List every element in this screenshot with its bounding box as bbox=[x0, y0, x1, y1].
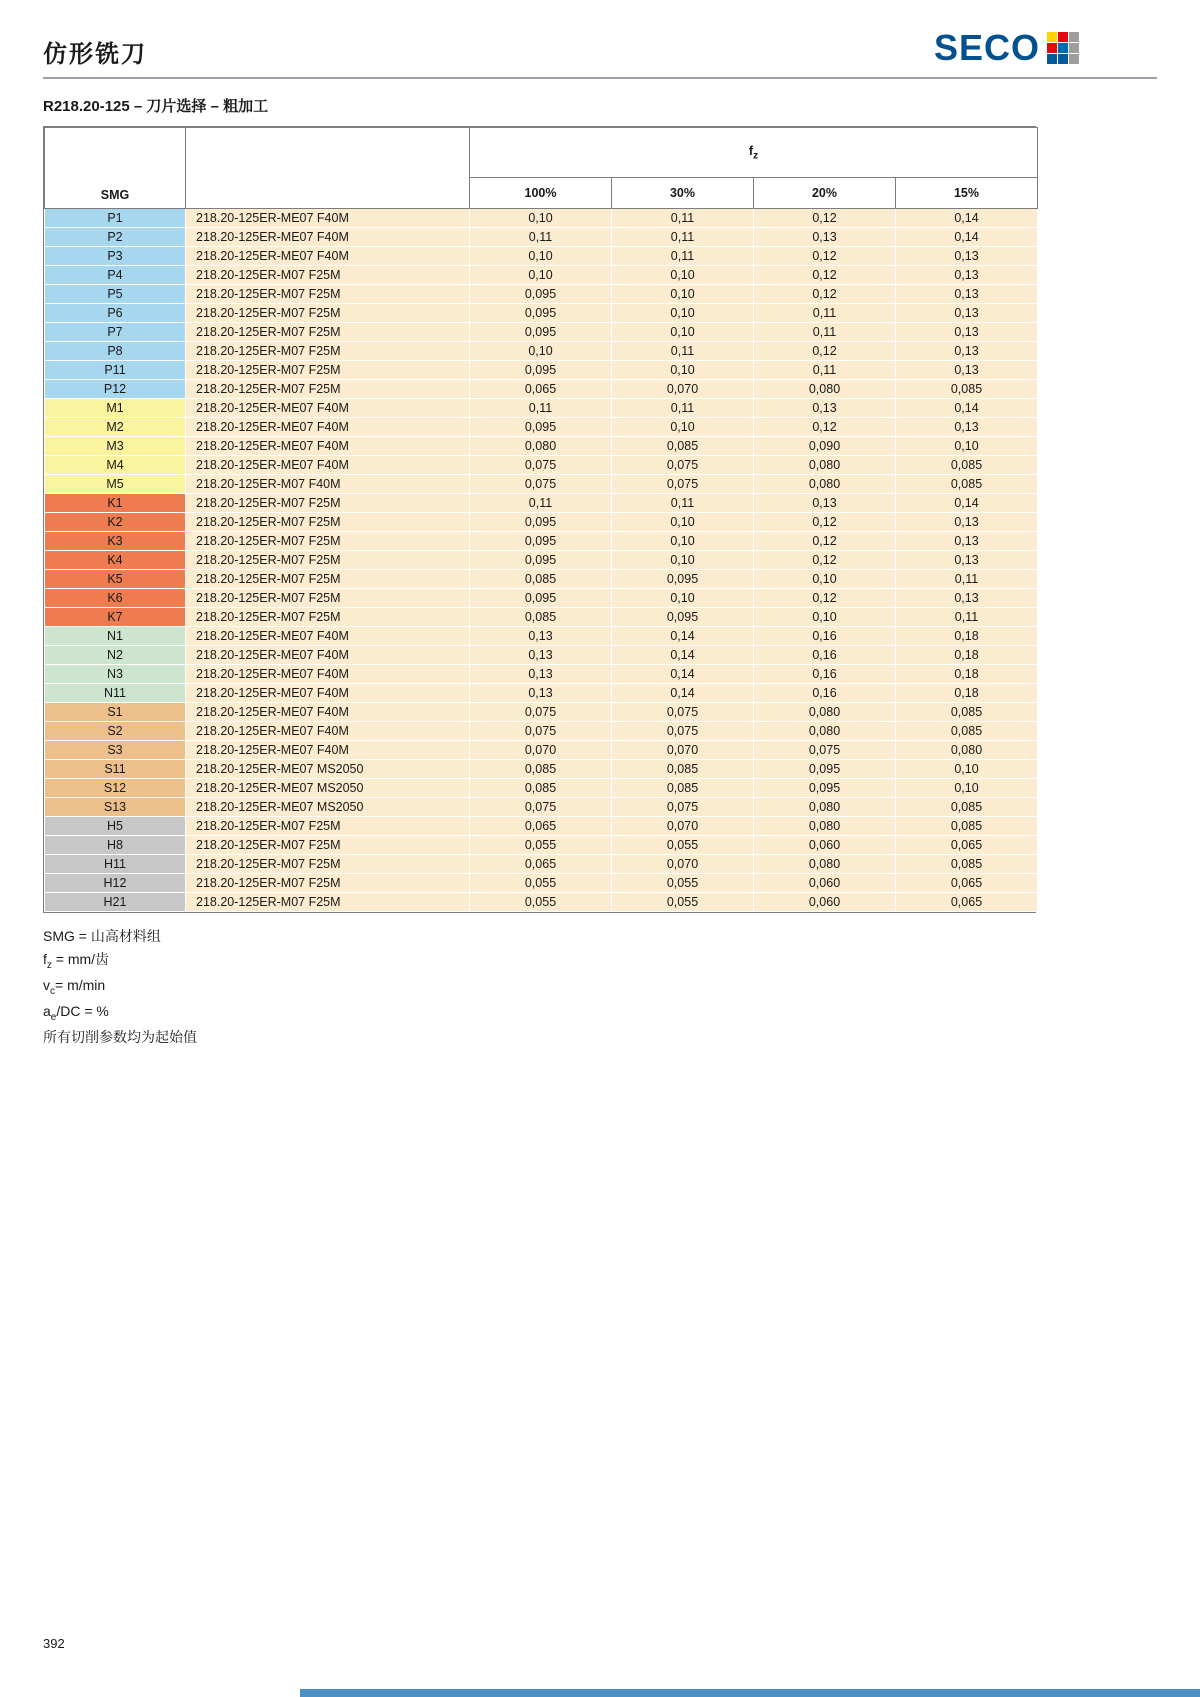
value-cell: 0,075 bbox=[470, 703, 612, 722]
footnote-line: SMG = 山高材料组 bbox=[43, 928, 161, 944]
logo-square bbox=[1058, 32, 1068, 42]
value-cell: 0,13 bbox=[896, 418, 1038, 437]
insert-selection-table-wrap bbox=[43, 126, 1036, 913]
value-cell: 0,13 bbox=[896, 304, 1038, 323]
logo-square bbox=[1069, 32, 1079, 42]
value-cell: 0,065 bbox=[896, 836, 1038, 855]
table-row bbox=[45, 798, 1038, 817]
smg-cell: H12 bbox=[45, 874, 186, 893]
value-cell: 0,075 bbox=[470, 475, 612, 494]
value-cell: 0,11 bbox=[754, 323, 896, 342]
insert-cell: 218.20-125ER-M07 F25M bbox=[186, 361, 470, 380]
value-cell: 0,065 bbox=[896, 893, 1038, 912]
table-row bbox=[45, 779, 1038, 798]
value-cell: 0,080 bbox=[754, 855, 896, 874]
table-row bbox=[45, 703, 1038, 722]
value-cell: 0,11 bbox=[470, 399, 612, 418]
value-cell: 0,095 bbox=[470, 532, 612, 551]
table-body bbox=[45, 209, 1038, 912]
insert-cell: 218.20-125ER-M07 F25M bbox=[186, 342, 470, 361]
table-row bbox=[45, 247, 1038, 266]
bottom-accent-bar bbox=[300, 1689, 1200, 1697]
smg-cell: N11 bbox=[45, 684, 186, 703]
smg-cell: K3 bbox=[45, 532, 186, 551]
value-cell: 0,14 bbox=[612, 627, 754, 646]
value-cell: 0,085 bbox=[470, 760, 612, 779]
insert-cell: 218.20-125ER-ME07 F40M bbox=[186, 703, 470, 722]
value-cell: 0,075 bbox=[612, 722, 754, 741]
value-cell: 0,12 bbox=[754, 342, 896, 361]
value-cell: 0,10 bbox=[612, 532, 754, 551]
smg-cell: S2 bbox=[45, 722, 186, 741]
value-cell: 0,085 bbox=[470, 779, 612, 798]
table-row bbox=[45, 304, 1038, 323]
smg-cell: S11 bbox=[45, 760, 186, 779]
value-cell: 0,10 bbox=[470, 342, 612, 361]
value-cell: 0,055 bbox=[470, 874, 612, 893]
seco-logo-mark bbox=[1047, 32, 1079, 64]
table-row bbox=[45, 266, 1038, 285]
value-cell: 0,085 bbox=[470, 608, 612, 627]
value-cell: 0,10 bbox=[896, 437, 1038, 456]
insert-cell: 218.20-125ER-M07 F25M bbox=[186, 266, 470, 285]
percent-header-100: 100% bbox=[470, 177, 612, 208]
value-cell: 0,060 bbox=[754, 893, 896, 912]
value-cell: 0,11 bbox=[612, 342, 754, 361]
value-cell: 0,12 bbox=[754, 285, 896, 304]
insert-cell: 218.20-125ER-ME07 F40M bbox=[186, 418, 470, 437]
value-cell: 0,16 bbox=[754, 665, 896, 684]
value-cell: 0,11 bbox=[470, 228, 612, 247]
value-cell: 0,095 bbox=[470, 551, 612, 570]
table-row bbox=[45, 228, 1038, 247]
insert-cell: 218.20-125ER-M07 F25M bbox=[186, 570, 470, 589]
value-cell: 0,085 bbox=[612, 760, 754, 779]
value-cell: 0,13 bbox=[896, 551, 1038, 570]
value-cell: 0,10 bbox=[612, 304, 754, 323]
insert-cell: 218.20-125ER-ME07 F40M bbox=[186, 209, 470, 228]
insert-cell: 218.20-125ER-M07 F40M bbox=[186, 475, 470, 494]
smg-cell: N2 bbox=[45, 646, 186, 665]
value-cell: 0,075 bbox=[470, 722, 612, 741]
insert-cell: 218.20-125ER-ME07 F40M bbox=[186, 627, 470, 646]
insert-cell: 218.20-125ER-M07 F25M bbox=[186, 874, 470, 893]
value-cell: 0,10 bbox=[612, 285, 754, 304]
value-cell: 0,11 bbox=[896, 608, 1038, 627]
value-cell: 0,13 bbox=[470, 684, 612, 703]
value-cell: 0,055 bbox=[612, 893, 754, 912]
table-row bbox=[45, 532, 1038, 551]
value-cell: 0,10 bbox=[612, 589, 754, 608]
table-row bbox=[45, 551, 1038, 570]
table-row bbox=[45, 456, 1038, 475]
value-cell: 0,11 bbox=[612, 247, 754, 266]
value-cell: 0,14 bbox=[896, 494, 1038, 513]
table-row bbox=[45, 513, 1038, 532]
insert-cell: 218.20-125ER-M07 F25M bbox=[186, 285, 470, 304]
smg-cell: P6 bbox=[45, 304, 186, 323]
footnotes bbox=[43, 925, 1200, 1048]
table-row bbox=[45, 399, 1038, 418]
value-cell: 0,085 bbox=[896, 380, 1038, 399]
value-cell: 0,075 bbox=[612, 475, 754, 494]
smg-cell: S12 bbox=[45, 779, 186, 798]
insert-cell: 218.20-125ER-ME07 F40M bbox=[186, 722, 470, 741]
percent-header-15: 15% bbox=[896, 177, 1038, 208]
value-cell: 0,16 bbox=[754, 684, 896, 703]
smg-column-header: SMG bbox=[45, 128, 186, 209]
value-cell: 0,12 bbox=[754, 532, 896, 551]
value-cell: 0,10 bbox=[612, 361, 754, 380]
value-cell: 0,095 bbox=[470, 589, 612, 608]
insert-cell: 218.20-125ER-ME07 F40M bbox=[186, 646, 470, 665]
insert-cell: 218.20-125ER-ME07 F40M bbox=[186, 741, 470, 760]
value-cell: 0,095 bbox=[470, 304, 612, 323]
smg-cell: M4 bbox=[45, 456, 186, 475]
value-cell: 0,10 bbox=[470, 247, 612, 266]
page-header bbox=[43, 27, 1157, 69]
value-cell: 0,085 bbox=[896, 855, 1038, 874]
smg-cell: M1 bbox=[45, 399, 186, 418]
value-cell: 0,13 bbox=[896, 266, 1038, 285]
value-cell: 0,12 bbox=[754, 209, 896, 228]
value-cell: 0,085 bbox=[612, 779, 754, 798]
table-row bbox=[45, 342, 1038, 361]
value-cell: 0,14 bbox=[896, 209, 1038, 228]
value-cell: 0,080 bbox=[754, 817, 896, 836]
value-cell: 0,13 bbox=[896, 323, 1038, 342]
value-cell: 0,080 bbox=[470, 437, 612, 456]
value-cell: 0,065 bbox=[470, 380, 612, 399]
smg-cell: S3 bbox=[45, 741, 186, 760]
smg-cell: P3 bbox=[45, 247, 186, 266]
value-cell: 0,11 bbox=[612, 228, 754, 247]
smg-cell: H5 bbox=[45, 817, 186, 836]
value-cell: 0,080 bbox=[754, 475, 896, 494]
value-cell: 0,12 bbox=[754, 513, 896, 532]
table-row bbox=[45, 570, 1038, 589]
value-cell: 0,14 bbox=[612, 646, 754, 665]
smg-cell: K6 bbox=[45, 589, 186, 608]
footnote-line: $v_c= m/\min$ bbox=[43, 976, 106, 997]
smg-cell: K4 bbox=[45, 551, 186, 570]
insert-cell: 218.20-125ER-M07 F25M bbox=[186, 817, 470, 836]
table-row bbox=[45, 437, 1038, 456]
value-cell: 0,13 bbox=[470, 627, 612, 646]
value-cell: 0,10 bbox=[470, 209, 612, 228]
value-cell: 0,10 bbox=[896, 779, 1038, 798]
insert-cell: 218.20-125ER-ME07 F40M bbox=[186, 247, 470, 266]
table-row bbox=[45, 893, 1038, 912]
insert-cell: 218.20-125ER-ME07 F40M bbox=[186, 665, 470, 684]
insert-cell: 218.20-125ER-M07 F25M bbox=[186, 836, 470, 855]
footnote-line: 所有切削参数均为起始值 bbox=[43, 1028, 197, 1045]
insert-cell: 218.20-125ER-M07 F25M bbox=[186, 494, 470, 513]
value-cell: 0,080 bbox=[754, 798, 896, 817]
smg-cell: K5 bbox=[45, 570, 186, 589]
value-cell: 0,13 bbox=[896, 361, 1038, 380]
smg-cell: P12 bbox=[45, 380, 186, 399]
value-cell: 0,13 bbox=[896, 589, 1038, 608]
value-cell: 0,095 bbox=[470, 361, 612, 380]
table-header bbox=[45, 128, 1038, 209]
insert-cell: 218.20-125ER-M07 F25M bbox=[186, 589, 470, 608]
value-cell: 0,12 bbox=[754, 551, 896, 570]
value-cell: 0,090 bbox=[754, 437, 896, 456]
table-row bbox=[45, 722, 1038, 741]
value-cell: 0,065 bbox=[896, 874, 1038, 893]
value-cell: 0,060 bbox=[754, 836, 896, 855]
fz-header: $f_z$ bbox=[470, 128, 1038, 178]
value-cell: 0,12 bbox=[754, 247, 896, 266]
logo-square bbox=[1069, 43, 1079, 53]
value-cell: 0,060 bbox=[754, 874, 896, 893]
value-cell: 0,14 bbox=[896, 228, 1038, 247]
value-cell: 0,10 bbox=[612, 418, 754, 437]
table-row bbox=[45, 494, 1038, 513]
value-cell: 0,13 bbox=[470, 665, 612, 684]
value-cell: 0,16 bbox=[754, 627, 896, 646]
insert-cell: 218.20-125ER-ME07 F40M bbox=[186, 399, 470, 418]
value-cell: 0,075 bbox=[612, 798, 754, 817]
value-cell: 0,095 bbox=[470, 513, 612, 532]
value-cell: 0,085 bbox=[896, 798, 1038, 817]
value-cell: 0,075 bbox=[470, 798, 612, 817]
table-row bbox=[45, 684, 1038, 703]
table-row bbox=[45, 874, 1038, 893]
smg-cell: P11 bbox=[45, 361, 186, 380]
value-cell: 0,085 bbox=[470, 570, 612, 589]
smg-cell: S1 bbox=[45, 703, 186, 722]
value-cell: 0,18 bbox=[896, 627, 1038, 646]
value-cell: 0,13 bbox=[896, 285, 1038, 304]
table-row bbox=[45, 836, 1038, 855]
value-cell: 0,12 bbox=[754, 589, 896, 608]
seco-logo bbox=[933, 27, 1157, 68]
smg-cell: M2 bbox=[45, 418, 186, 437]
value-cell: 0,055 bbox=[470, 893, 612, 912]
value-cell: 0,10 bbox=[754, 570, 896, 589]
value-cell: 0,095 bbox=[470, 285, 612, 304]
smg-cell: H21 bbox=[45, 893, 186, 912]
insert-cell: 218.20-125ER-M07 F25M bbox=[186, 608, 470, 627]
table-row bbox=[45, 855, 1038, 874]
table-row bbox=[45, 589, 1038, 608]
value-cell: 0,080 bbox=[754, 456, 896, 475]
insert-selection-table bbox=[44, 127, 1038, 912]
smg-cell: M3 bbox=[45, 437, 186, 456]
insert-cell: 218.20-125ER-M07 F25M bbox=[186, 551, 470, 570]
value-cell: 0,095 bbox=[612, 608, 754, 627]
table-row bbox=[45, 665, 1038, 684]
value-cell: 0,10 bbox=[612, 513, 754, 532]
value-cell: 0,075 bbox=[612, 703, 754, 722]
value-cell: 0,080 bbox=[754, 380, 896, 399]
logo-square bbox=[1047, 32, 1057, 42]
value-cell: 0,10 bbox=[470, 266, 612, 285]
value-cell: 0,065 bbox=[470, 855, 612, 874]
value-cell: 0,085 bbox=[896, 817, 1038, 836]
table-row bbox=[45, 361, 1038, 380]
value-cell: 0,095 bbox=[470, 418, 612, 437]
value-cell: 0,11 bbox=[896, 570, 1038, 589]
value-cell: 0,18 bbox=[896, 646, 1038, 665]
logo-square bbox=[1047, 43, 1057, 53]
insert-cell: 218.20-125ER-ME07 F40M bbox=[186, 684, 470, 703]
value-cell: 0,085 bbox=[896, 703, 1038, 722]
page-title: 仿形铣刀 bbox=[43, 39, 147, 68]
table-row bbox=[45, 646, 1038, 665]
value-cell: 0,10 bbox=[754, 608, 896, 627]
value-cell: 0,11 bbox=[612, 209, 754, 228]
value-cell: 0,095 bbox=[754, 760, 896, 779]
insert-cell: 218.20-125ER-ME07 F40M bbox=[186, 456, 470, 475]
smg-cell: M5 bbox=[45, 475, 186, 494]
table-row bbox=[45, 209, 1038, 228]
table-row bbox=[45, 817, 1038, 836]
insert-cell: 218.20-125ER-ME07 F40M bbox=[186, 437, 470, 456]
value-cell: 0,070 bbox=[612, 817, 754, 836]
value-cell: 0,18 bbox=[896, 684, 1038, 703]
insert-cell: 218.20-125ER-ME07 MS2050 bbox=[186, 760, 470, 779]
value-cell: 0,13 bbox=[896, 342, 1038, 361]
value-cell: 0,10 bbox=[896, 760, 1038, 779]
value-cell: 0,075 bbox=[470, 456, 612, 475]
value-cell: 0,070 bbox=[612, 380, 754, 399]
smg-cell: N1 bbox=[45, 627, 186, 646]
percent-header-30: 30% bbox=[612, 177, 754, 208]
value-cell: 0,12 bbox=[754, 266, 896, 285]
value-cell: 0,11 bbox=[754, 304, 896, 323]
value-cell: 0,095 bbox=[470, 323, 612, 342]
value-cell: 0,075 bbox=[612, 456, 754, 475]
value-cell: 0,18 bbox=[896, 665, 1038, 684]
value-cell: 0,11 bbox=[470, 494, 612, 513]
logo-square bbox=[1047, 54, 1057, 64]
smg-cell: P4 bbox=[45, 266, 186, 285]
smg-cell: P8 bbox=[45, 342, 186, 361]
insert-cell: 218.20-125ER-ME07 MS2050 bbox=[186, 798, 470, 817]
insert-cell: 218.20-125ER-ME07 MS2050 bbox=[186, 779, 470, 798]
value-cell: 0,10 bbox=[612, 266, 754, 285]
value-cell: 0,14 bbox=[612, 684, 754, 703]
table-row bbox=[45, 475, 1038, 494]
value-cell: 0,13 bbox=[754, 228, 896, 247]
insert-cell: 218.20-125ER-M07 F25M bbox=[186, 380, 470, 399]
value-cell: 0,10 bbox=[612, 551, 754, 570]
insert-cell: 218.20-125ER-M07 F25M bbox=[186, 304, 470, 323]
logo-square bbox=[1069, 54, 1079, 64]
footnote-line: $f_z = mm/$齿 bbox=[43, 950, 110, 971]
value-cell: 0,070 bbox=[470, 741, 612, 760]
table-row bbox=[45, 285, 1038, 304]
smg-cell: K7 bbox=[45, 608, 186, 627]
value-cell: 0,085 bbox=[896, 722, 1038, 741]
footnote-line: $a_e/DC$ = % bbox=[43, 1002, 109, 1023]
value-cell: 0,14 bbox=[612, 665, 754, 684]
smg-cell: H11 bbox=[45, 855, 186, 874]
value-cell: 0,085 bbox=[896, 475, 1038, 494]
value-cell: 0,075 bbox=[754, 741, 896, 760]
table-row bbox=[45, 380, 1038, 399]
value-cell: 0,055 bbox=[612, 874, 754, 893]
smg-cell: P7 bbox=[45, 323, 186, 342]
value-cell: 0,080 bbox=[896, 741, 1038, 760]
value-cell: 0,095 bbox=[612, 570, 754, 589]
seco-logo-text: SECO bbox=[933, 27, 1040, 68]
table-row bbox=[45, 760, 1038, 779]
page-number: 392 bbox=[43, 1636, 65, 1651]
section-title: R218.20-125 – 刀片选择 – 粗加工 bbox=[43, 98, 269, 115]
header-divider bbox=[43, 77, 1157, 79]
insert-cell: 218.20-125ER-M07 F25M bbox=[186, 855, 470, 874]
value-cell: 0,080 bbox=[754, 722, 896, 741]
value-cell: 0,11 bbox=[612, 399, 754, 418]
value-cell: 0,16 bbox=[754, 646, 896, 665]
value-cell: 0,13 bbox=[754, 494, 896, 513]
smg-cell: K2 bbox=[45, 513, 186, 532]
insert-cell: 218.20-125ER-M07 F25M bbox=[186, 323, 470, 342]
smg-cell: S13 bbox=[45, 798, 186, 817]
insert-cell: 218.20-125ER-M07 F25M bbox=[186, 893, 470, 912]
table-row bbox=[45, 608, 1038, 627]
table-row bbox=[45, 418, 1038, 437]
value-cell: 0,055 bbox=[612, 836, 754, 855]
logo-square bbox=[1058, 43, 1068, 53]
logo-square bbox=[1058, 54, 1068, 64]
value-cell: 0,065 bbox=[470, 817, 612, 836]
value-cell: 0,13 bbox=[896, 532, 1038, 551]
smg-cell: H8 bbox=[45, 836, 186, 855]
smg-cell: N3 bbox=[45, 665, 186, 684]
insert-cell: 218.20-125ER-M07 F25M bbox=[186, 513, 470, 532]
value-cell: 0,13 bbox=[896, 513, 1038, 532]
percent-header-20: 20% bbox=[754, 177, 896, 208]
value-cell: 0,14 bbox=[896, 399, 1038, 418]
value-cell: 0,080 bbox=[754, 703, 896, 722]
smg-cell: P2 bbox=[45, 228, 186, 247]
value-cell: 0,13 bbox=[896, 247, 1038, 266]
smg-cell: K1 bbox=[45, 494, 186, 513]
value-cell: 0,11 bbox=[754, 361, 896, 380]
table-row bbox=[45, 323, 1038, 342]
value-cell: 0,095 bbox=[754, 779, 896, 798]
insert-cell: 218.20-125ER-M07 F25M bbox=[186, 532, 470, 551]
insert-column-header bbox=[186, 128, 470, 209]
table-row bbox=[45, 741, 1038, 760]
value-cell: 0,070 bbox=[612, 741, 754, 760]
value-cell: 0,13 bbox=[754, 399, 896, 418]
table-row bbox=[45, 627, 1038, 646]
value-cell: 0,11 bbox=[612, 494, 754, 513]
value-cell: 0,13 bbox=[470, 646, 612, 665]
smg-cell: P5 bbox=[45, 285, 186, 304]
smg-cell: P1 bbox=[45, 209, 186, 228]
insert-cell: 218.20-125ER-ME07 F40M bbox=[186, 228, 470, 247]
value-cell: 0,085 bbox=[896, 456, 1038, 475]
value-cell: 0,070 bbox=[612, 855, 754, 874]
value-cell: 0,055 bbox=[470, 836, 612, 855]
value-cell: 0,10 bbox=[612, 323, 754, 342]
value-cell: 0,085 bbox=[612, 437, 754, 456]
value-cell: 0,12 bbox=[754, 418, 896, 437]
